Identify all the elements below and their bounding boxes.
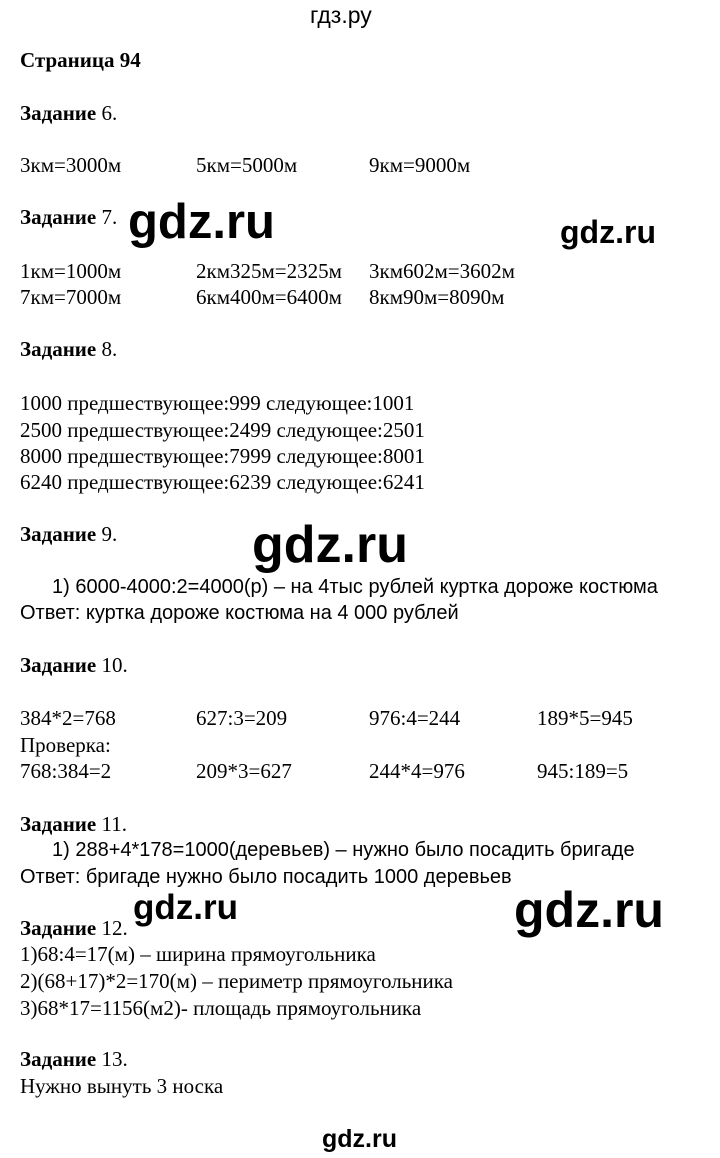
t7-item: 7км=7000м: [20, 285, 122, 309]
t12-line: 2)(68+17)*2=170(м) – периметр прямоугольника: [20, 969, 453, 993]
task-label: Задание: [20, 337, 97, 361]
t12-line: 3)68*17=1156(м2)- площадь прямоугольника: [20, 996, 422, 1020]
t6-item: 5км=5000м: [196, 153, 298, 177]
t8-line: 6240 предшествующее:6239 следующее:6241: [20, 470, 425, 494]
site-header: гдз.ру: [310, 2, 372, 28]
t7-item: 8км90м=8090м: [369, 285, 505, 309]
t10-item: 244*4=976: [369, 759, 465, 783]
task-label: Задание: [20, 205, 97, 229]
task-7-heading: [20, 207, 117, 228]
task-number: 12.: [101, 916, 128, 940]
t10-item: 768:384=2: [20, 759, 112, 783]
task-10-heading: [20, 655, 128, 676]
watermark: gdz.ru: [128, 195, 275, 249]
task-11-heading: [20, 814, 127, 835]
task-8-heading: [20, 339, 117, 360]
t6-item: 3км=3000м: [20, 153, 122, 177]
t9-answer: Ответ: куртка дороже костюма на 4 000 рублей: [20, 602, 459, 624]
t6-item: 9км=9000м: [369, 153, 471, 177]
task-label: Задание: [20, 916, 97, 940]
t11-line: 1) 288+4*178=1000(деревьев) – нужно было посадить бригаде: [52, 839, 635, 861]
page-title: Страница 94: [20, 48, 141, 72]
t10-item: 945:189=5: [537, 759, 629, 783]
task-number: 9.: [101, 522, 118, 546]
t9-line: 1) 6000-4000:2=4000(р) – на 4тыс рублей куртка дороже костюма: [52, 576, 658, 598]
task-label: Задание: [20, 522, 97, 546]
task-label: Задание: [20, 101, 97, 125]
task-label: Задание: [20, 1047, 97, 1071]
task-label: Задание: [20, 653, 97, 677]
watermark: gdz.ru: [133, 888, 238, 927]
t8-line: 8000 предшествующее:7999 следующее:8001: [20, 444, 425, 468]
task-9-heading: [20, 524, 117, 545]
watermark: gdz.ru: [252, 516, 408, 574]
watermark: gdz.ru: [560, 214, 656, 250]
task-number: 11.: [101, 812, 127, 836]
task-number: 13.: [101, 1047, 128, 1071]
t7-item: 3км602м=3602м: [369, 259, 515, 283]
t11-answer: Ответ: бригаде нужно было посадить 1000 деревьев: [20, 866, 512, 888]
t8-line: 1000 предшествующее:999 следующее:1001: [20, 391, 415, 415]
t7-item: 6км400м=6400м: [196, 285, 342, 309]
t8-line: 2500 предшествующее:2499 следующее:2501: [20, 418, 425, 442]
t10-item: 189*5=945: [537, 706, 633, 730]
t10-item: 627:3=209: [196, 706, 288, 730]
t10-item: 209*3=627: [196, 759, 292, 783]
t7-item: 2км325м=2325м: [196, 259, 342, 283]
watermark: gdz.ru: [514, 882, 664, 938]
task-number: 8.: [101, 337, 118, 361]
t7-item: 1км=1000м: [20, 259, 122, 283]
t13-line: Нужно вынуть 3 носка: [20, 1074, 224, 1098]
task-label: Задание: [20, 812, 97, 836]
watermark: gdz.ru: [322, 1125, 397, 1153]
task-number: 10.: [101, 653, 128, 677]
task-number: 7.: [101, 205, 118, 229]
task-number: 6.: [101, 101, 118, 125]
t10-item: 384*2=768: [20, 706, 116, 730]
t12-line: 1)68:4=17(м) – ширина прямоугольника: [20, 942, 376, 966]
t10-check-label: Проверка:: [20, 733, 111, 757]
task-6-heading: [20, 103, 117, 124]
task-12-heading: [20, 918, 128, 939]
task-13-heading: [20, 1049, 128, 1070]
t10-item: 976:4=244: [369, 706, 461, 730]
